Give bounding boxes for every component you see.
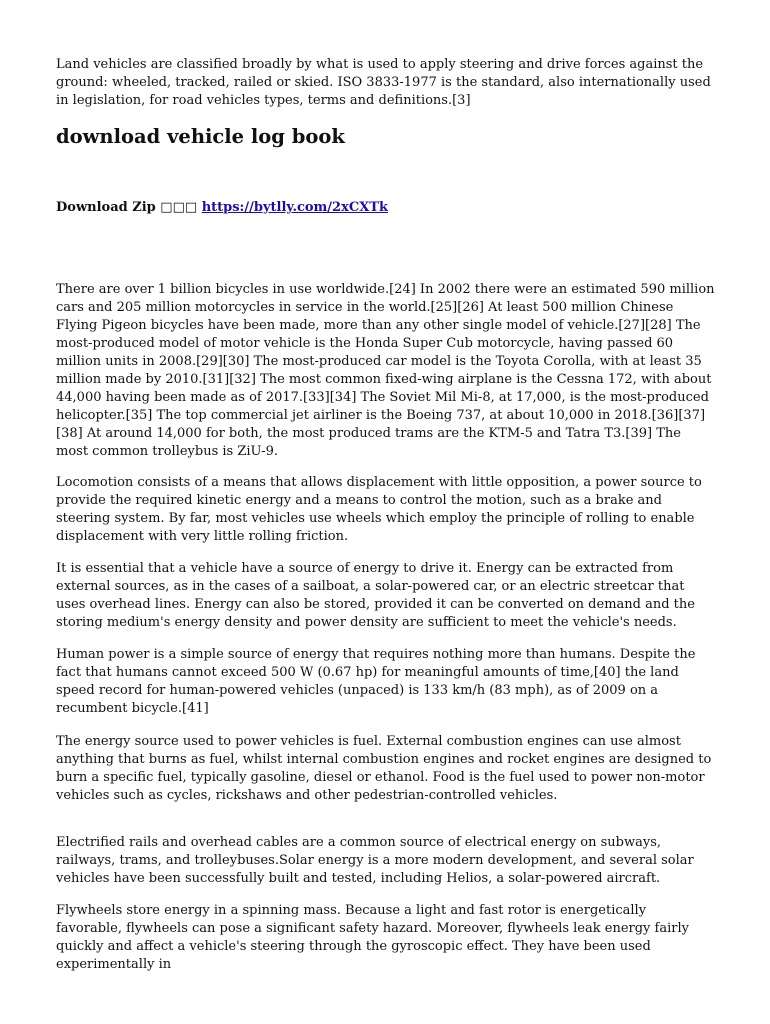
intro-paragraph: Land vehicles are classified broadly by what is used to apply steering and drive forces against the ground: wheeled, tracked, railed or skied. ISO 3833-1977 is the standard, also internationally used in legislation, for road vehicles types, terms and definitions.[3] <box>56 57 711 108</box>
page-title: download vehicle log book <box>56 125 345 148</box>
download-link[interactable]: https://bytlly.com/2xCXTk <box>201 200 388 215</box>
paragraph-fuel: The energy source used to power vehicles is fuel. External combustion engines can use almost anything that burns as fuel, whilst internal combustion engines and rocket engines are designed to burn a specific fuel, typically gasoline, diesel or ethanol. Food is the fuel used to power non-motor vehicles such as cycles, rickshaws and other pedestrian-controlled vehicles. <box>56 734 712 803</box>
paragraph-electrified-rails: Electrified rails and overhead cables are a common source of electrical energy on subways, railways, trams, and trolleybuses.Solar energy is a more modern development, and several solar vehicles have been successfully built and tested, including Helios, a solar-powered aircraft. <box>56 835 694 886</box>
paragraph-human-power: Human power is a simple source of energy that requires nothing more than humans. Despite the fact that humans cannot exceed 500 W (0.67 hp) for meaningful amounts of time,[40] the land speed record for human-powered vehicles (unpaced) is 133 km/h (83 mph), as of 2009 on a recumbent bicycle.[41] <box>56 647 696 716</box>
paragraph-locomotion: Locomotion consists of a means that allows displacement with little opposition, a power source to provide the required kinetic energy and a means to control the motion, such as a brake and steering system. By far, most vehicles use wheels which employ the principle of rolling to enable displacement with very little rolling friction. <box>56 475 702 544</box>
paragraph-energy-source: It is essential that a vehicle have a source of energy to drive it. Energy can be extracted from external sources, as in the cases of a sailboat, a solar-powered car, or an electric streetcar that uses overhead lines. Energy can also be stored, provided it can be converted on demand and the storing medium's energy density and power density are sufficient to meet the vehicle's needs. <box>56 561 695 630</box>
paragraph-vehicle-statistics: There are over 1 billion bicycles in use worldwide.[24] In 2002 there were an estimated 590 million cars and 205 million motorcycles in service in the world.[25][26] At least 500 million Chinese Flying Pigeon bicycles have been made, more than any other single model of vehicle.[27][28] The most-produced model of motor vehicle is the Honda Super Cub motorcycle, having passed 60 million units in 2008.[29][30] The most-produced car model is the Toyota Corolla, with at least 35 million made by 2010.[31][32] The most common fixed-wing airplane is the Cessna 172, with about 44,000 having been made as of 2017.[33][34] The Soviet Mil Mi-8, at 17,000, is the most-produced helicopter.[35] The top commercial jet airliner is the Boeing 737, at about 10,000 in 2018.[36][37][38] At around 14,000 for both, the most produced trams are the KTM-5 and Tatra T3.[39] The most common trolleybus is ZiU-9. <box>56 282 715 459</box>
paragraph-flywheels: Flywheels store energy in a spinning mass. Because a light and fast rotor is energetically favorable, flywheels can pose a significant safety hazard. Moreover, flywheels leak energy fairly quickly and affect a vehicle's steering through the gyroscopic effect. They have been used experimentally in <box>56 903 689 972</box>
download-label: Download Zip <box>56 200 156 215</box>
download-line <box>56 199 716 217</box>
download-arrows: □□□ <box>160 200 198 215</box>
